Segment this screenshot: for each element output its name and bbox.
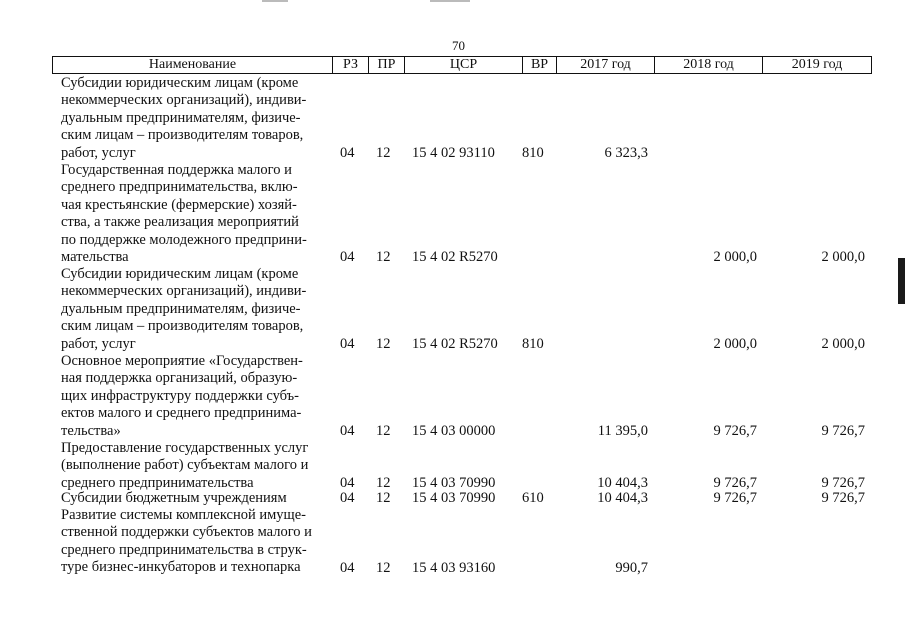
row-pr: 12 <box>376 248 391 265</box>
row-name: Государственная поддержка малого и среднего предпринимательства, вклю- чая крестьянские (фермерские) хозяй- ства, а также реализация мероприятий по поддержке молодежного предприни- мательства <box>61 162 307 266</box>
row-2019: 9 726,7 <box>821 474 865 491</box>
row-rz: 04 <box>340 248 355 265</box>
row-rz: 04 <box>340 335 355 352</box>
row-rz: 04 <box>340 144 355 161</box>
header-name: Наименование <box>53 57 333 73</box>
row-rz: 04 <box>340 559 355 576</box>
row-csr: 15 4 03 93160 <box>412 559 496 576</box>
row-2018: 9 726,7 <box>713 474 757 491</box>
row-vr: 810 <box>522 144 544 161</box>
table-row <box>0 440 905 492</box>
row-csr: 15 4 02 93110 <box>412 144 495 161</box>
scan-edge-mark <box>898 258 905 304</box>
row-vr: 610 <box>522 489 544 506</box>
row-pr: 12 <box>376 559 391 576</box>
row-pr: 12 <box>376 422 391 439</box>
row-name: Субсидии бюджетным учреждениям <box>61 490 287 506</box>
row-csr: 15 4 02 R5270 <box>412 248 498 265</box>
row-pr: 12 <box>376 144 391 161</box>
table-row <box>0 266 905 353</box>
table-row <box>0 162 905 266</box>
row-2017: 11 395,0 <box>597 422 648 439</box>
table-row <box>0 490 905 507</box>
row-csr: 15 4 03 70990 <box>412 489 496 506</box>
row-rz: 04 <box>340 422 355 439</box>
table-row <box>0 507 905 577</box>
row-2017: 10 404,3 <box>597 474 648 491</box>
row-2017: 10 404,3 <box>597 489 648 506</box>
row-2017: 6 323,3 <box>604 144 648 161</box>
header-2017: 2017 год <box>557 57 655 73</box>
row-2018: 2 000,0 <box>713 248 757 265</box>
scan-artifact <box>262 0 288 2</box>
header-2018: 2018 год <box>655 57 763 73</box>
scan-artifact <box>430 0 470 2</box>
header-vr: ВР <box>523 57 557 73</box>
row-2019: 9 726,7 <box>821 489 865 506</box>
row-rz: 04 <box>340 489 355 506</box>
row-vr: 810 <box>522 335 544 352</box>
row-csr: 15 4 02 R5270 <box>412 335 498 352</box>
row-name: Развитие системы комплексной имуще- ственной поддержки субъектов малого и среднего предпринимательства в струк- туре бизнес-инкубаторов и технопарка <box>61 507 312 576</box>
row-2017: 990,7 <box>615 559 648 576</box>
row-name: Основное мероприятие «Государствен- ная поддержка организаций, образую- щих инфраструктуру поддержки субъ- ектов малого и среднего предпринима- тельства» <box>61 353 303 439</box>
row-name: Предоставление государственных услуг (выполнение работ) субъектам малого и среднего предпринимательства <box>61 440 309 491</box>
table-header <box>52 56 872 74</box>
row-name: Субсидии юридическим лицам (кроме некоммерческих организаций), индиви- дуальным предпринимателям, физиче- ским лицам – производителям товаров, работ, услуг <box>61 75 307 161</box>
row-rz: 04 <box>340 474 355 491</box>
row-2018: 9 726,7 <box>713 489 757 506</box>
row-csr: 15 4 03 00000 <box>412 422 496 439</box>
row-csr: 15 4 03 70990 <box>412 474 496 491</box>
row-pr: 12 <box>376 335 391 352</box>
table-row <box>0 353 905 440</box>
row-pr: 12 <box>376 474 391 491</box>
header-pr: ПР <box>369 57 405 73</box>
row-name: Субсидии юридическим лицам (кроме некоммерческих организаций), индиви- дуальным предпринимателям, физиче- ским лицам – производителям товаров, работ, услуг <box>61 266 307 352</box>
header-rz: РЗ <box>333 57 369 73</box>
row-2018: 2 000,0 <box>713 335 757 352</box>
header-2019: 2019 год <box>791 57 843 72</box>
table-row <box>0 75 905 162</box>
row-2019: 9 726,7 <box>821 422 865 439</box>
row-pr: 12 <box>376 489 391 506</box>
row-2018: 9 726,7 <box>713 422 757 439</box>
row-2019: 2 000,0 <box>821 248 865 265</box>
row-2019: 2 000,0 <box>821 335 865 352</box>
header-csr: ЦСР <box>405 57 523 73</box>
page-number: 70 <box>452 38 465 53</box>
